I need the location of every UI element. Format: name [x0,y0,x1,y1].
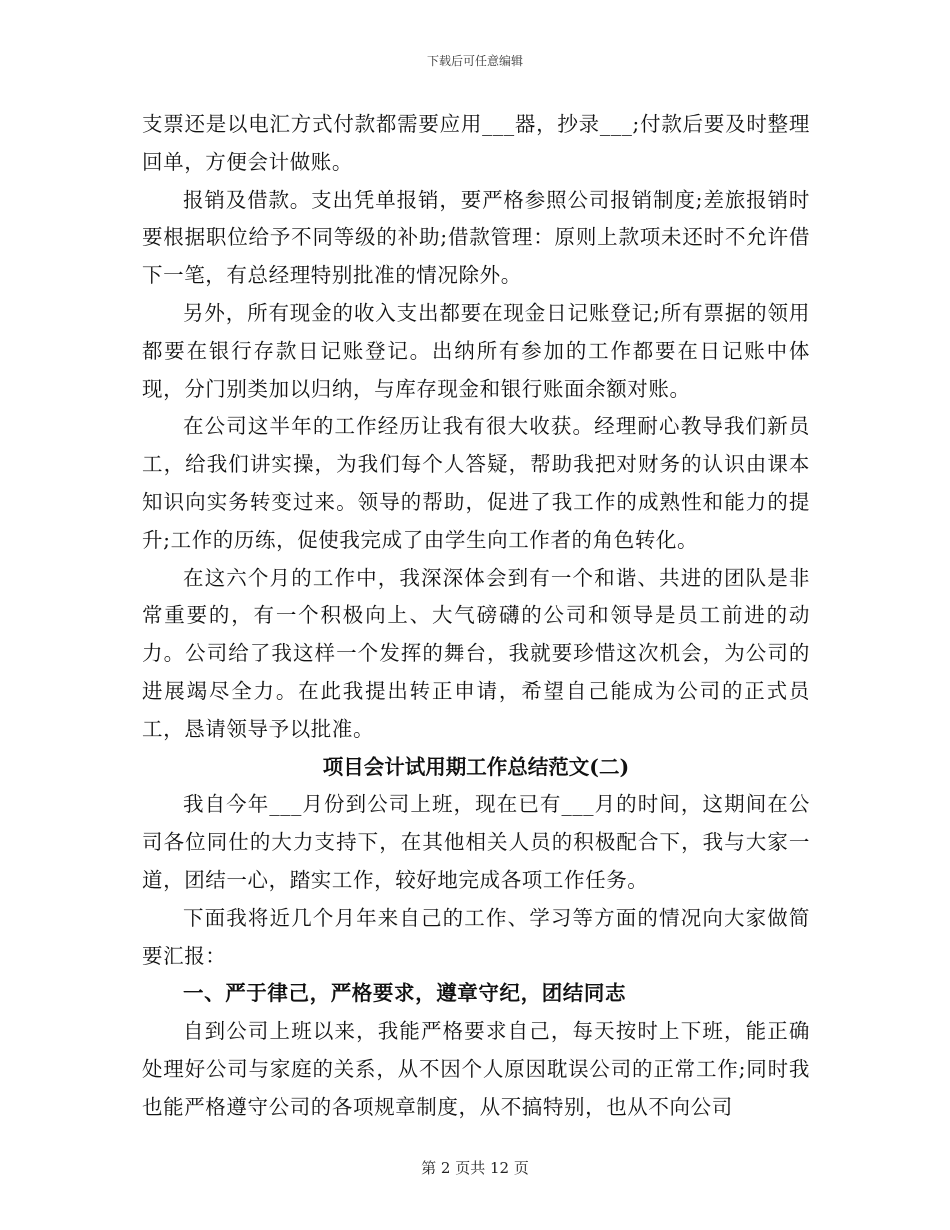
paragraph-reimbursement: 报销及借款。支出凭单报销，要严格参照公司报销制度;差旅报销时要根据职位给予不同等级的补助;借款管理：原则上款项未还时不允许借下一笔，有总经理特别批准的情况除外。 [142,187,810,288]
section-title: 项目会计试用期工作总结范文(二) [322,754,630,779]
paragraph-intro: 我自今年___月份到公司上班，现在已有___月的时间，这期间在公司各位同仕的大力支持下，在其他相关人员的积极配合下，我与大家一道，团结一心，踏实工作，较好地完成各项工作任务。 [142,792,810,892]
document-body [142,106,810,1127]
page-header: 下载后可任意编辑 [426,54,523,68]
page-footer: 第 2 页共 12 页 [421,1159,529,1177]
paragraph-continued: 支票还是以电汇方式付款都需要应用___器，抄录___;付款后要及时整理回单，方便会计做账。 [142,112,810,174]
paragraph-conclusion: 在这六个月的工作中，我深深体会到有一个和谐、共进的团队是非常重要的，有一个积极向上、大气磅礴的公司和领导是员工前进的动力。公司给了我这样一个发挥的舞台，我就要珍惜这次机会，为公司的进展竭尽全力。在此我提出转正申请，希望自己能成为公司的正式员工，恳请领导予以批准。 [142,565,810,741]
subsection-heading: 一、严于律己，严格要求，遵章守纪，团结同志 [183,981,627,1006]
paragraph-cash-journal: 另外，所有现金的收入支出都要在现金日记账登记;所有票据的领用都要在银行存款日记账登记。出纳所有参加的工作都要在日记账中体现，分门别类加以归纳，与库存现金和银行账面余额对账。 [142,300,810,401]
paragraph-report-lead: 下面我将近几个月年来自己的工作、学习等方面的情况向大家做简要汇报： [142,905,810,968]
paragraph-gains: 在公司这半年的工作经历让我有很大收获。经理耐心教导我们新员工，给我们讲实操，为我们每个人答疑，帮助我把对财务的认识由课本知识向实务转变过来。领导的帮助，促进了我工作的成熟性和能力的提升;工作的历练，促使我完成了由学生向工作者的角色转化。 [142,414,810,552]
paragraph-discipline: 自到公司上班以来，我能严格要求自己，每天按时上下班，能正确处理好公司与家庭的关系，从不因个人原因耽误公司的正常工作;同时我也能严格遵守公司的各项规章制度，从不搞特别，也从不向公司 [142,1019,810,1119]
